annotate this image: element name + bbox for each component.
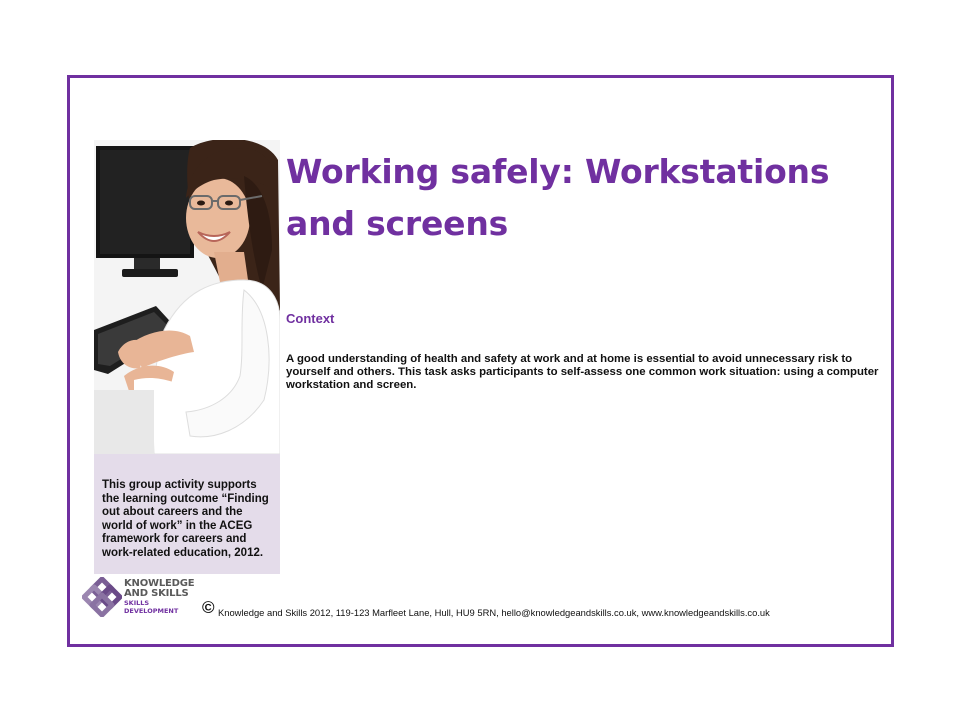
context-heading: Context bbox=[286, 311, 335, 326]
learning-outcome-text: This group activity supports the learning outcome “Finding out about careers and the world of work” in the ACEG framework for careers and work-related education, 2012. bbox=[102, 479, 269, 559]
logo-line-2: AND SKILLS bbox=[124, 588, 189, 599]
logo-line-3: SKILLS DEVELOPMENT bbox=[124, 599, 179, 615]
context-body: A good understanding of health and safety at work and at home is essential to avoid unnecessary risk to yourself and others. This task asks participants to self-assess one common work situation: using a computer workstation and screen. bbox=[286, 353, 879, 391]
woman-at-computer-photo bbox=[94, 140, 280, 454]
page-title: Working safely: Workstations and screens bbox=[286, 152, 830, 243]
copyright-icon: © bbox=[202, 598, 215, 617]
photo-illustration bbox=[94, 140, 280, 454]
knowledge-and-skills-logo bbox=[82, 577, 202, 617]
learning-outcome-note bbox=[94, 454, 280, 574]
logo-wordmark bbox=[124, 579, 202, 615]
knowledge-and-skills-logo-icon bbox=[82, 577, 122, 617]
footer-contact-text: Knowledge and Skills 2012, 119-123 Marfleet Lane, Hull, HU9 5RN, hello@knowledgeandskills.co.uk, www.knowledgeandskills.co.uk bbox=[218, 607, 770, 618]
slide-frame bbox=[67, 75, 894, 647]
logo-line-1: KNOWLEDGE bbox=[124, 578, 195, 589]
